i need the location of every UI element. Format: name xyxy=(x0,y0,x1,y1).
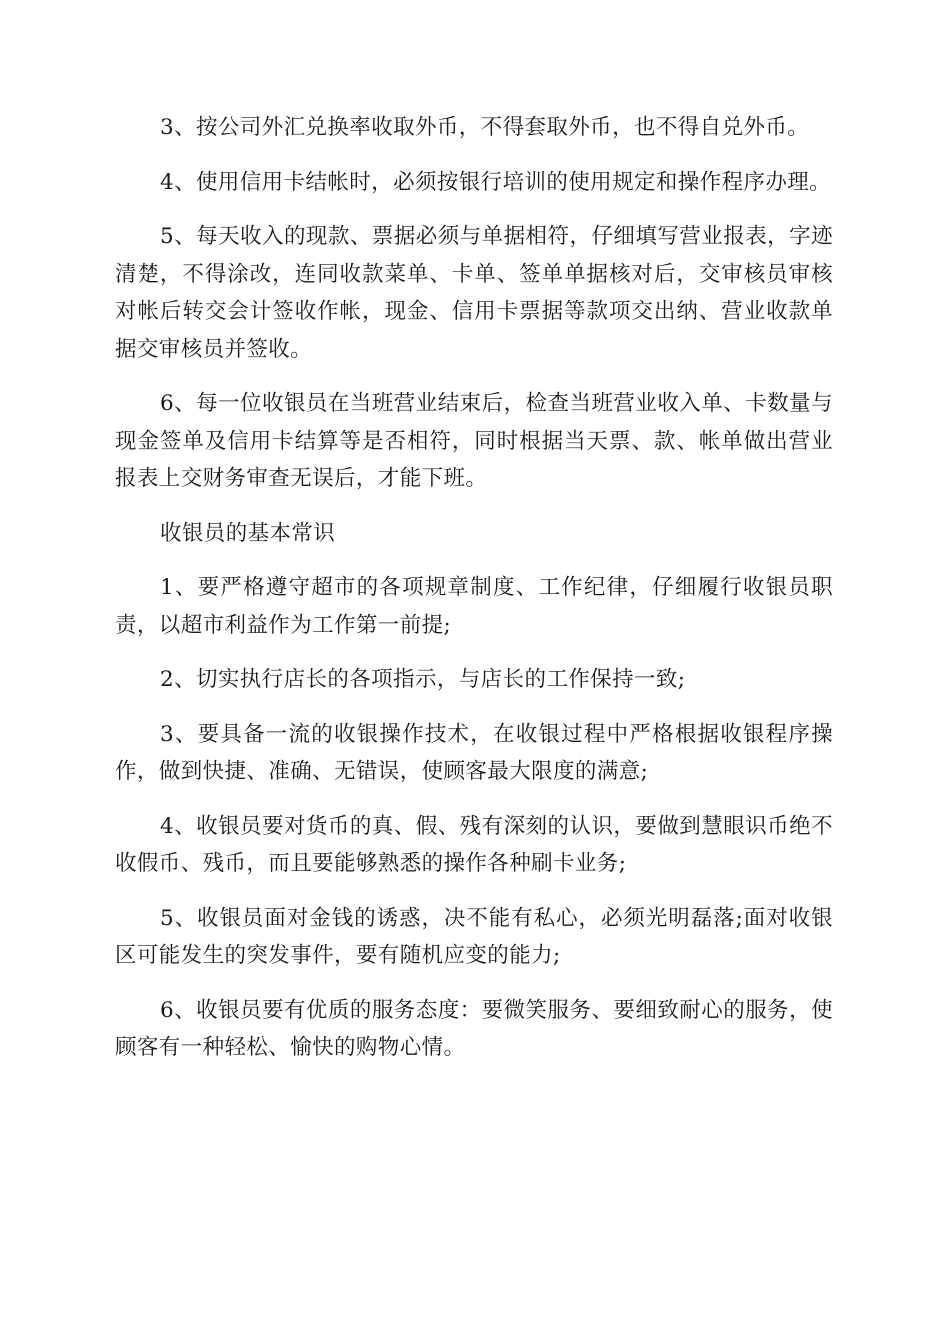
paragraph-rule-4-credit-card: 4、使用信用卡结帐时，必须按银行培训的使用规定和操作程序办理。 xyxy=(160,169,832,195)
document-body xyxy=(115,109,833,1084)
paragraph-basics-5: 5、收银员面对金钱的诱惑，决不能有私心，必须光明磊落;面对收银区可能发生的突发事件，要有随机应变的能力; xyxy=(115,905,833,968)
paragraph-rule-6-shift-end: 6、每一位收银员在当班营业结束后，检查当班营业收入单、卡数量与现金签单及信用卡结算等是否相符，同时根据当天票、款、帐单做出营业报表上交财务审查无误后，才能下班。 xyxy=(115,391,833,491)
section-heading-cashier-basics: 收银员的基本常识 xyxy=(160,520,336,546)
paragraph-basics-4: 4、收银员要对货币的真、假、残有深刻的认识，要做到慧眼识币绝不收假币、残币，而且要能够熟悉的操作各种刷卡业务; xyxy=(115,813,833,876)
paragraph-basics-3: 3、要具备一流的收银操作技术，在收银过程中严格根据收银程序操作，做到快捷、准确、无错误，使顾客最大限度的满意; xyxy=(115,721,833,784)
paragraph-rule-3-foreign-currency: 3、按公司外汇兑换率收取外币，不得套取外币，也不得自兑外币。 xyxy=(160,115,810,140)
paragraph-basics-6: 6、收银员要有优质的服务态度：要微笑服务、要细致耐心的服务，使顾客有一种轻松、愉快的购物心情。 xyxy=(115,997,833,1060)
paragraph-basics-2: 2、切实执行店长的各项指示，与店长的工作保持一致; xyxy=(160,667,686,692)
paragraph-basics-1: 1、要严格遵守超市的各项规章制度、工作纪律，仔细履行收银员职责，以超市利益作为工作第一前提; xyxy=(115,575,833,638)
paragraph-rule-5-daily-receipts: 5、每天收入的现款、票据必须与单据相符，仔细填写营业报表，字迹清楚，不得涂改，连同收款菜单、卡单、签单单据核对后，交审核员审核对帐后转交会计签收作帐，现金、信用卡票据等款项交出纳、营业收款单据交审核员并签收。 xyxy=(115,224,833,362)
